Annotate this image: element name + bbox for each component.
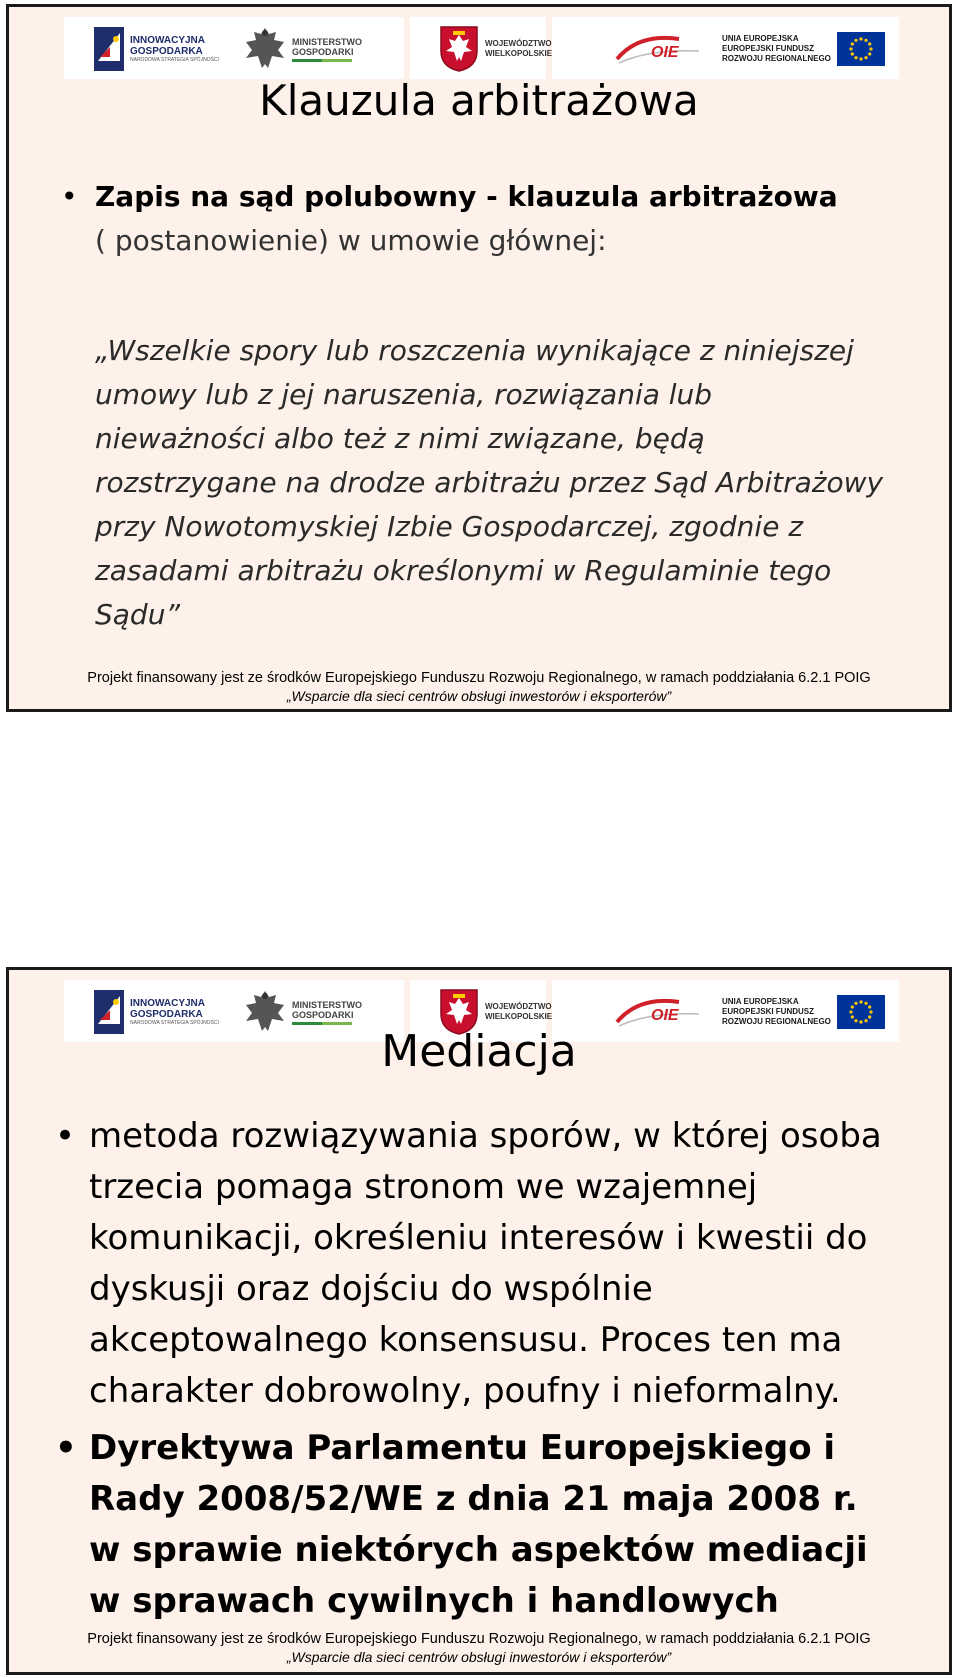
- innowacyjna-gospodarka-logo: INNOWACYJNA GOSPODARKA NARODOWA STRATEGIA SPÓJNOŚCI: [94, 984, 244, 1040]
- bullet-item: • Zapis na sąd polubowny - klauzula arbitrażowa ( postanowienie) w umowie głównej:: [61, 175, 881, 263]
- unia-europejska-logo: UNIA EUROPEJSKA EUROPEJSKI FUNDUSZ ROZWOJU REGIONALNEGO: [722, 984, 897, 1040]
- innowacyjna-gospodarka-logo: INNOWACYJNA GOSPODARKA NARODOWA STRATEGIA SPÓJNOŚCI: [94, 21, 244, 77]
- wojewodztwo-wielkopolskie-logo: WOJEWÓDZTWO WIELKOPOLSKIE: [439, 21, 589, 77]
- svg-text:OIE: OIE: [651, 44, 679, 61]
- arbitration-clause-quote: „Wszelkie spory lub roszczenia wynikające z niniejszej umowy lub z jej naruszenia, rozwiązania lub nieważności albo też z nimi związane, będą rozstrzygane na drodze arbitrażu przez Sąd Arbitrażowy przy Nowotomyskiej Izbie Gospodarczej, zgodnie z zasadami arbitrażu określonymi w Regulaminie tego Sądu”: [95, 334, 884, 631]
- bullet-list: [55, 1111, 895, 1633]
- slide-title: Klauzula arbitrażowa: [259, 76, 699, 125]
- eu-flag-icon: [837, 32, 885, 66]
- wojewodztwo-wielkopolskie-logo: WOJEWÓDZTWO WIELKOPOLSKIE: [439, 984, 589, 1040]
- wielkopolska-shield-icon: [439, 25, 479, 73]
- unia-europejska-logo: UNIA EUROPEJSKA EUROPEJSKI FUNDUSZ ROZWOJU REGIONALNEGO: [722, 21, 897, 77]
- slide-title: Mediacja: [381, 1026, 577, 1077]
- ministerstwo-gospodarki-logo: MINISTERSTWO GOSPODARKI: [242, 984, 382, 1040]
- svg-text:OIE: OIE: [651, 1007, 679, 1024]
- funding-footer: Projekt finansowany jest ze środków Europejskiego Funduszu Rozwoju Regionalnego, w ramach poddziałania 6.2.1 POIG „Wsparcie dla sieci centrów obsługi inwestorów i eksporterów”: [87, 1631, 871, 1665]
- coie-logo: [609, 21, 719, 77]
- funding-footer: Projekt finansowany jest ze środków Europejskiego Funduszu Rozwoju Regionalnego, w ramach poddziałania 6.2.1 POIG „Wsparcie dla sieci centrów obsługi inwestorów i eksporterów”: [87, 670, 871, 704]
- bullet-item-definition: • metoda rozwiązywania sporów, w której osoba trzecia pomaga stronom we wzajemnej komunikacji, określeniu interesów i kwestii do dyskusji oraz dojściu do wspólnie akceptowalnego konsensusu. Proces ten ma charakter dobrowolny, poufny i nieformalny.: [55, 1111, 895, 1417]
- eagle-emblem-icon: [242, 24, 288, 74]
- bullet-list: [61, 175, 881, 263]
- innowacyjna-mark-icon: [94, 27, 124, 71]
- slide-mediacja: [6, 967, 952, 1675]
- bullet-item-directive: • Dyrektywa Parlamentu Europejskiego i Rady 2008/52/WE z dnia 21 maja 2008 r. w sprawie niektórych aspektów mediacji w sprawach cywilnych i handlowych: [55, 1423, 895, 1627]
- coie-swoosh-icon: [609, 29, 709, 69]
- ministerstwo-gospodarki-logo: MINISTERSTWO GOSPODARKI: [242, 21, 382, 77]
- slide-klauzula: [6, 4, 952, 712]
